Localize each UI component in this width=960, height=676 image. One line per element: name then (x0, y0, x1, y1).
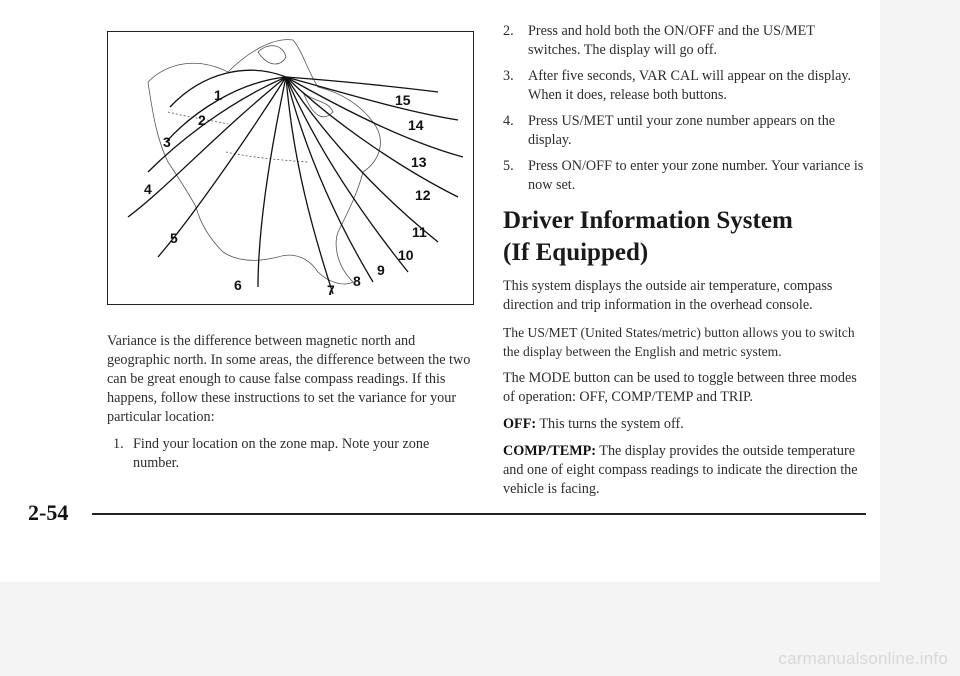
off-text: This turns the system off. (539, 416, 684, 432)
off-mode-description (503, 415, 865, 434)
left-column (107, 332, 472, 480)
zone-label-9: 9 (377, 262, 385, 278)
comp-temp-term: COMP/TEMP: (503, 443, 596, 459)
zone-label-4: 4 (144, 181, 152, 197)
zone-label-14: 14 (408, 117, 424, 133)
landmass-outline (148, 40, 380, 284)
step-4 (503, 112, 865, 150)
compass-zone-map (107, 31, 474, 305)
step-text: Press ON/OFF to enter your zone number. Your variance is now set. (528, 158, 864, 193)
usmet-description: The US/MET (United States/metric) button allows you to switch the display between the English and metric system. (503, 325, 855, 359)
zone-label-3: 3 (163, 134, 171, 150)
right-column (503, 22, 865, 507)
variance-intro: Variance is the difference between magnetic north and geographic north. In some areas, the difference between the two can be great enough to cause false compass readings. If this happens, follow these instructions to set the variance for your particular location: (107, 333, 471, 425)
step-2 (503, 22, 865, 60)
step-number: 1. (113, 436, 124, 452)
step-number: 5. (503, 158, 514, 174)
off-term: OFF: (503, 416, 537, 432)
step-5 (503, 157, 865, 195)
mode-description: The MODE button can be used to toggle between three modes of operation: OFF, COMP/TEMP and TRIP. (503, 370, 857, 405)
zone-label-5: 5 (170, 230, 178, 246)
step-text: Press US/MET until your zone number appears on the display. (528, 113, 836, 148)
section-title (503, 205, 865, 269)
section-title-line-2: (If Equipped) (503, 239, 649, 266)
footer-rule (92, 513, 866, 515)
zone-label-13: 13 (411, 154, 427, 170)
step-3 (503, 67, 865, 105)
step-1 (107, 435, 472, 473)
zone-label-15: 15 (395, 92, 411, 108)
section-title-line-1: Driver Information System (503, 207, 793, 234)
page-number: 2-54 (28, 500, 69, 525)
zone-label-11: 11 (412, 224, 427, 240)
zone-label-12: 12 (415, 187, 431, 203)
step-number: 4. (503, 113, 514, 129)
zone-label-6: 6 (234, 277, 242, 293)
zone-label-7: 7 (327, 282, 335, 298)
zone-label-8: 8 (353, 273, 361, 289)
step-text: Find your location on the zone map. Note your zone number. (133, 436, 430, 471)
system-description: This system displays the outside air temperature, compass direction and trip information in the overhead console. (503, 278, 833, 313)
step-text: Press and hold both the ON/OFF and the US/MET switches. The display will go off. (528, 23, 815, 58)
step-number: 2. (503, 23, 514, 39)
zone-label-10: 10 (398, 247, 414, 263)
zone-map-drawing (108, 32, 473, 304)
step-number: 3. (503, 68, 514, 84)
step-text: After five seconds, VAR CAL will appear on the display. When it does, release both buttons. (528, 68, 852, 103)
zone-label-2: 2 (198, 112, 206, 128)
watermark: carmanualsonline.info (778, 649, 948, 668)
comp-temp-mode-description (503, 442, 865, 499)
zone-label-1: 1 (214, 87, 222, 103)
comp-temp-text: The display provides the outside temperature and one of eight compass readings to indicate the direction the vehicle is facing. (503, 443, 858, 497)
